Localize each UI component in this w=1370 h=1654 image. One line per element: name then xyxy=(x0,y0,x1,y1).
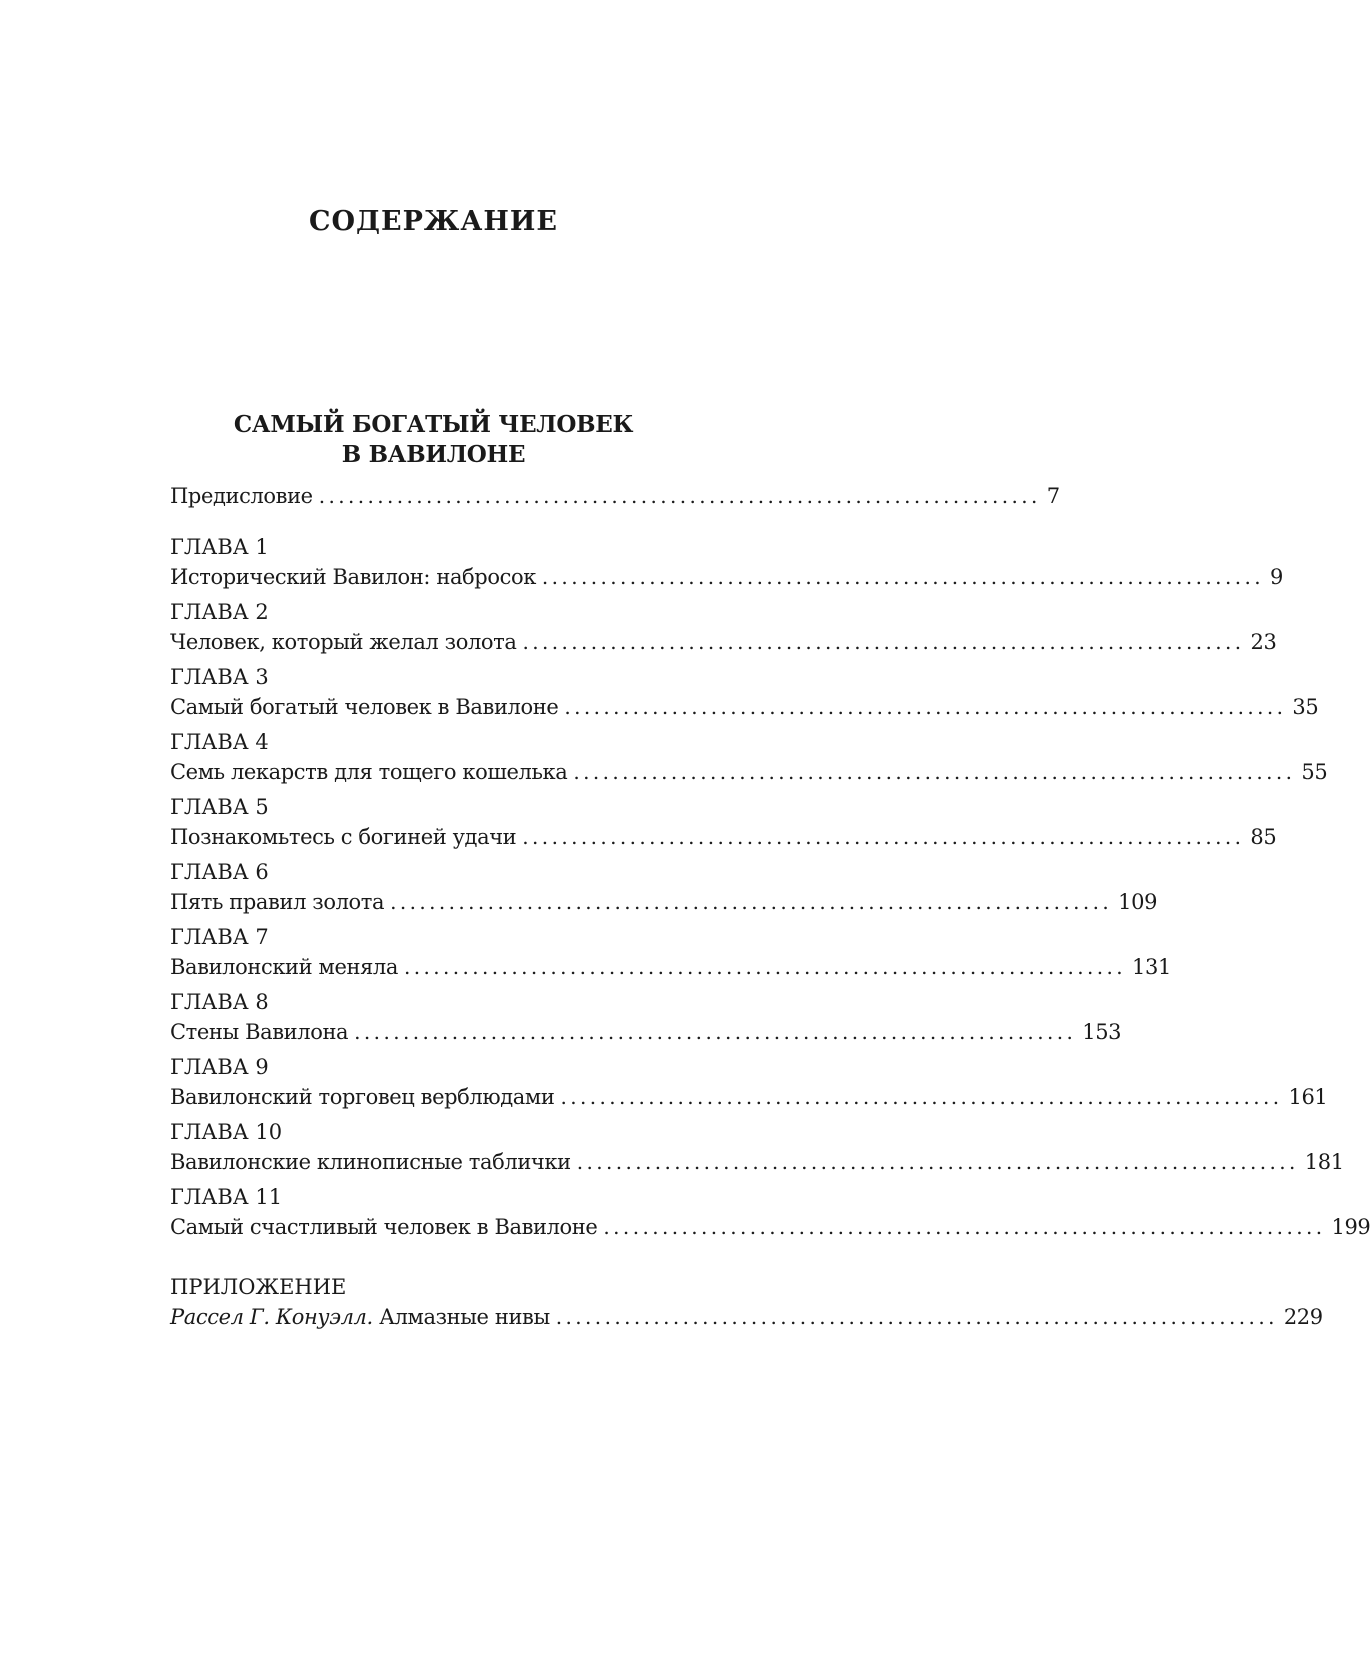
appendix-title: Алмазные нивы xyxy=(379,1305,550,1329)
dot-leader: .......................................................................... xyxy=(603,1215,1326,1239)
toc-entry[interactable] xyxy=(170,1082,1328,1112)
toc-entry[interactable] xyxy=(170,887,1158,917)
toc-entry[interactable] xyxy=(170,562,1283,592)
toc-entry[interactable] xyxy=(170,1212,1370,1242)
entry-title: Вавилонский торговец верблюдами xyxy=(170,1085,555,1109)
toc-entry-preface[interactable] xyxy=(170,481,1060,511)
appendix-label: ПРИЛОЖЕНИЕ xyxy=(170,1275,347,1299)
entry-title: Вавилонский меняла xyxy=(170,955,398,979)
dot-leader: .......................................................................... xyxy=(522,825,1245,849)
dot-leader: .......................................................................... xyxy=(403,955,1127,979)
book-title-line-1: САМЫЙ БОГАТЫЙ ЧЕЛОВЕК xyxy=(233,411,634,438)
entry-title: Предисловие xyxy=(170,484,313,508)
entry-title: Вавилонские клинописные таблички xyxy=(170,1150,571,1174)
toc-entry[interactable] xyxy=(170,1017,1122,1047)
entry-title: Стены Вавилона xyxy=(170,1020,349,1044)
toc-entry[interactable] xyxy=(170,1147,1344,1177)
page-number: 181 xyxy=(1304,1150,1344,1174)
dot-leader: .......................................................................... xyxy=(573,760,1296,784)
page-number: 161 xyxy=(1288,1085,1328,1109)
entry-title: Человек, который желал золота xyxy=(170,630,517,654)
dot-leader: .......................................................................... xyxy=(541,565,1264,589)
chapter-label: ГЛАВА 3 xyxy=(170,665,269,689)
chapter-label: ГЛАВА 10 xyxy=(170,1120,283,1144)
toc-entry[interactable] xyxy=(170,627,1277,657)
dot-leader: .......................................................................... xyxy=(318,484,1041,508)
chapter-label: ГЛАВА 7 xyxy=(170,925,269,949)
dot-leader: .......................................................................... xyxy=(354,1020,1077,1044)
page-number: 23 xyxy=(1250,630,1277,654)
chapter-label: ГЛАВА 1 xyxy=(170,535,269,559)
page-number: 109 xyxy=(1118,890,1158,914)
page-number: 55 xyxy=(1301,760,1328,784)
chapter-label: ГЛАВА 11 xyxy=(170,1185,283,1209)
page-number: 7 xyxy=(1046,484,1060,508)
page-title: СОДЕРЖАНИЕ xyxy=(309,206,558,237)
entry-title: Семь лекарств для тощего кошелька xyxy=(170,760,568,784)
toc-entry[interactable] xyxy=(170,952,1171,982)
chapter-label: ГЛАВА 8 xyxy=(170,990,269,1014)
dot-leader: .......................................................................... xyxy=(560,1085,1283,1109)
chapter-label: ГЛАВА 4 xyxy=(170,730,269,754)
entry-title: Самый счастливый человек в Вавилоне xyxy=(170,1215,598,1239)
page-number: 131 xyxy=(1132,955,1171,979)
entry-title: Познакомьтесь с богиней удачи xyxy=(170,825,517,849)
page-number: 85 xyxy=(1250,825,1277,849)
toc-entry-appendix[interactable] xyxy=(170,1302,1323,1332)
book-title xyxy=(0,410,867,470)
chapter-label: ГЛАВА 2 xyxy=(170,600,269,624)
toc-entry[interactable] xyxy=(170,822,1277,852)
page-number: 199 xyxy=(1331,1215,1370,1239)
appendix-author: Рассел Г. Конуэлл. xyxy=(170,1305,373,1329)
page-number: 35 xyxy=(1292,695,1319,719)
dot-leader: .......................................................................... xyxy=(522,630,1245,654)
dot-leader: .......................................................................... xyxy=(555,1305,1278,1329)
dot-leader: .......................................................................... xyxy=(576,1150,1299,1174)
dot-leader: .......................................................................... xyxy=(564,695,1287,719)
entry-title: Исторический Вавилон: набросок xyxy=(170,565,536,589)
page-number: 153 xyxy=(1082,1020,1122,1044)
book-title-line-2: В ВАВИЛОНЕ xyxy=(341,441,526,468)
chapter-label: ГЛАВА 6 xyxy=(170,860,269,884)
chapter-label: ГЛАВА 5 xyxy=(170,795,269,819)
entry-title: Пять правил золота xyxy=(170,890,385,914)
toc-entry[interactable] xyxy=(170,757,1328,787)
page-number: 9 xyxy=(1269,565,1283,589)
entry-title xyxy=(170,1302,550,1332)
page-number: 229 xyxy=(1283,1305,1323,1329)
toc-entry[interactable] xyxy=(170,692,1319,722)
entry-title: Самый богатый человек в Вавилоне xyxy=(170,695,559,719)
chapter-label: ГЛАВА 9 xyxy=(170,1055,269,1079)
dot-leader: .......................................................................... xyxy=(390,890,1113,914)
